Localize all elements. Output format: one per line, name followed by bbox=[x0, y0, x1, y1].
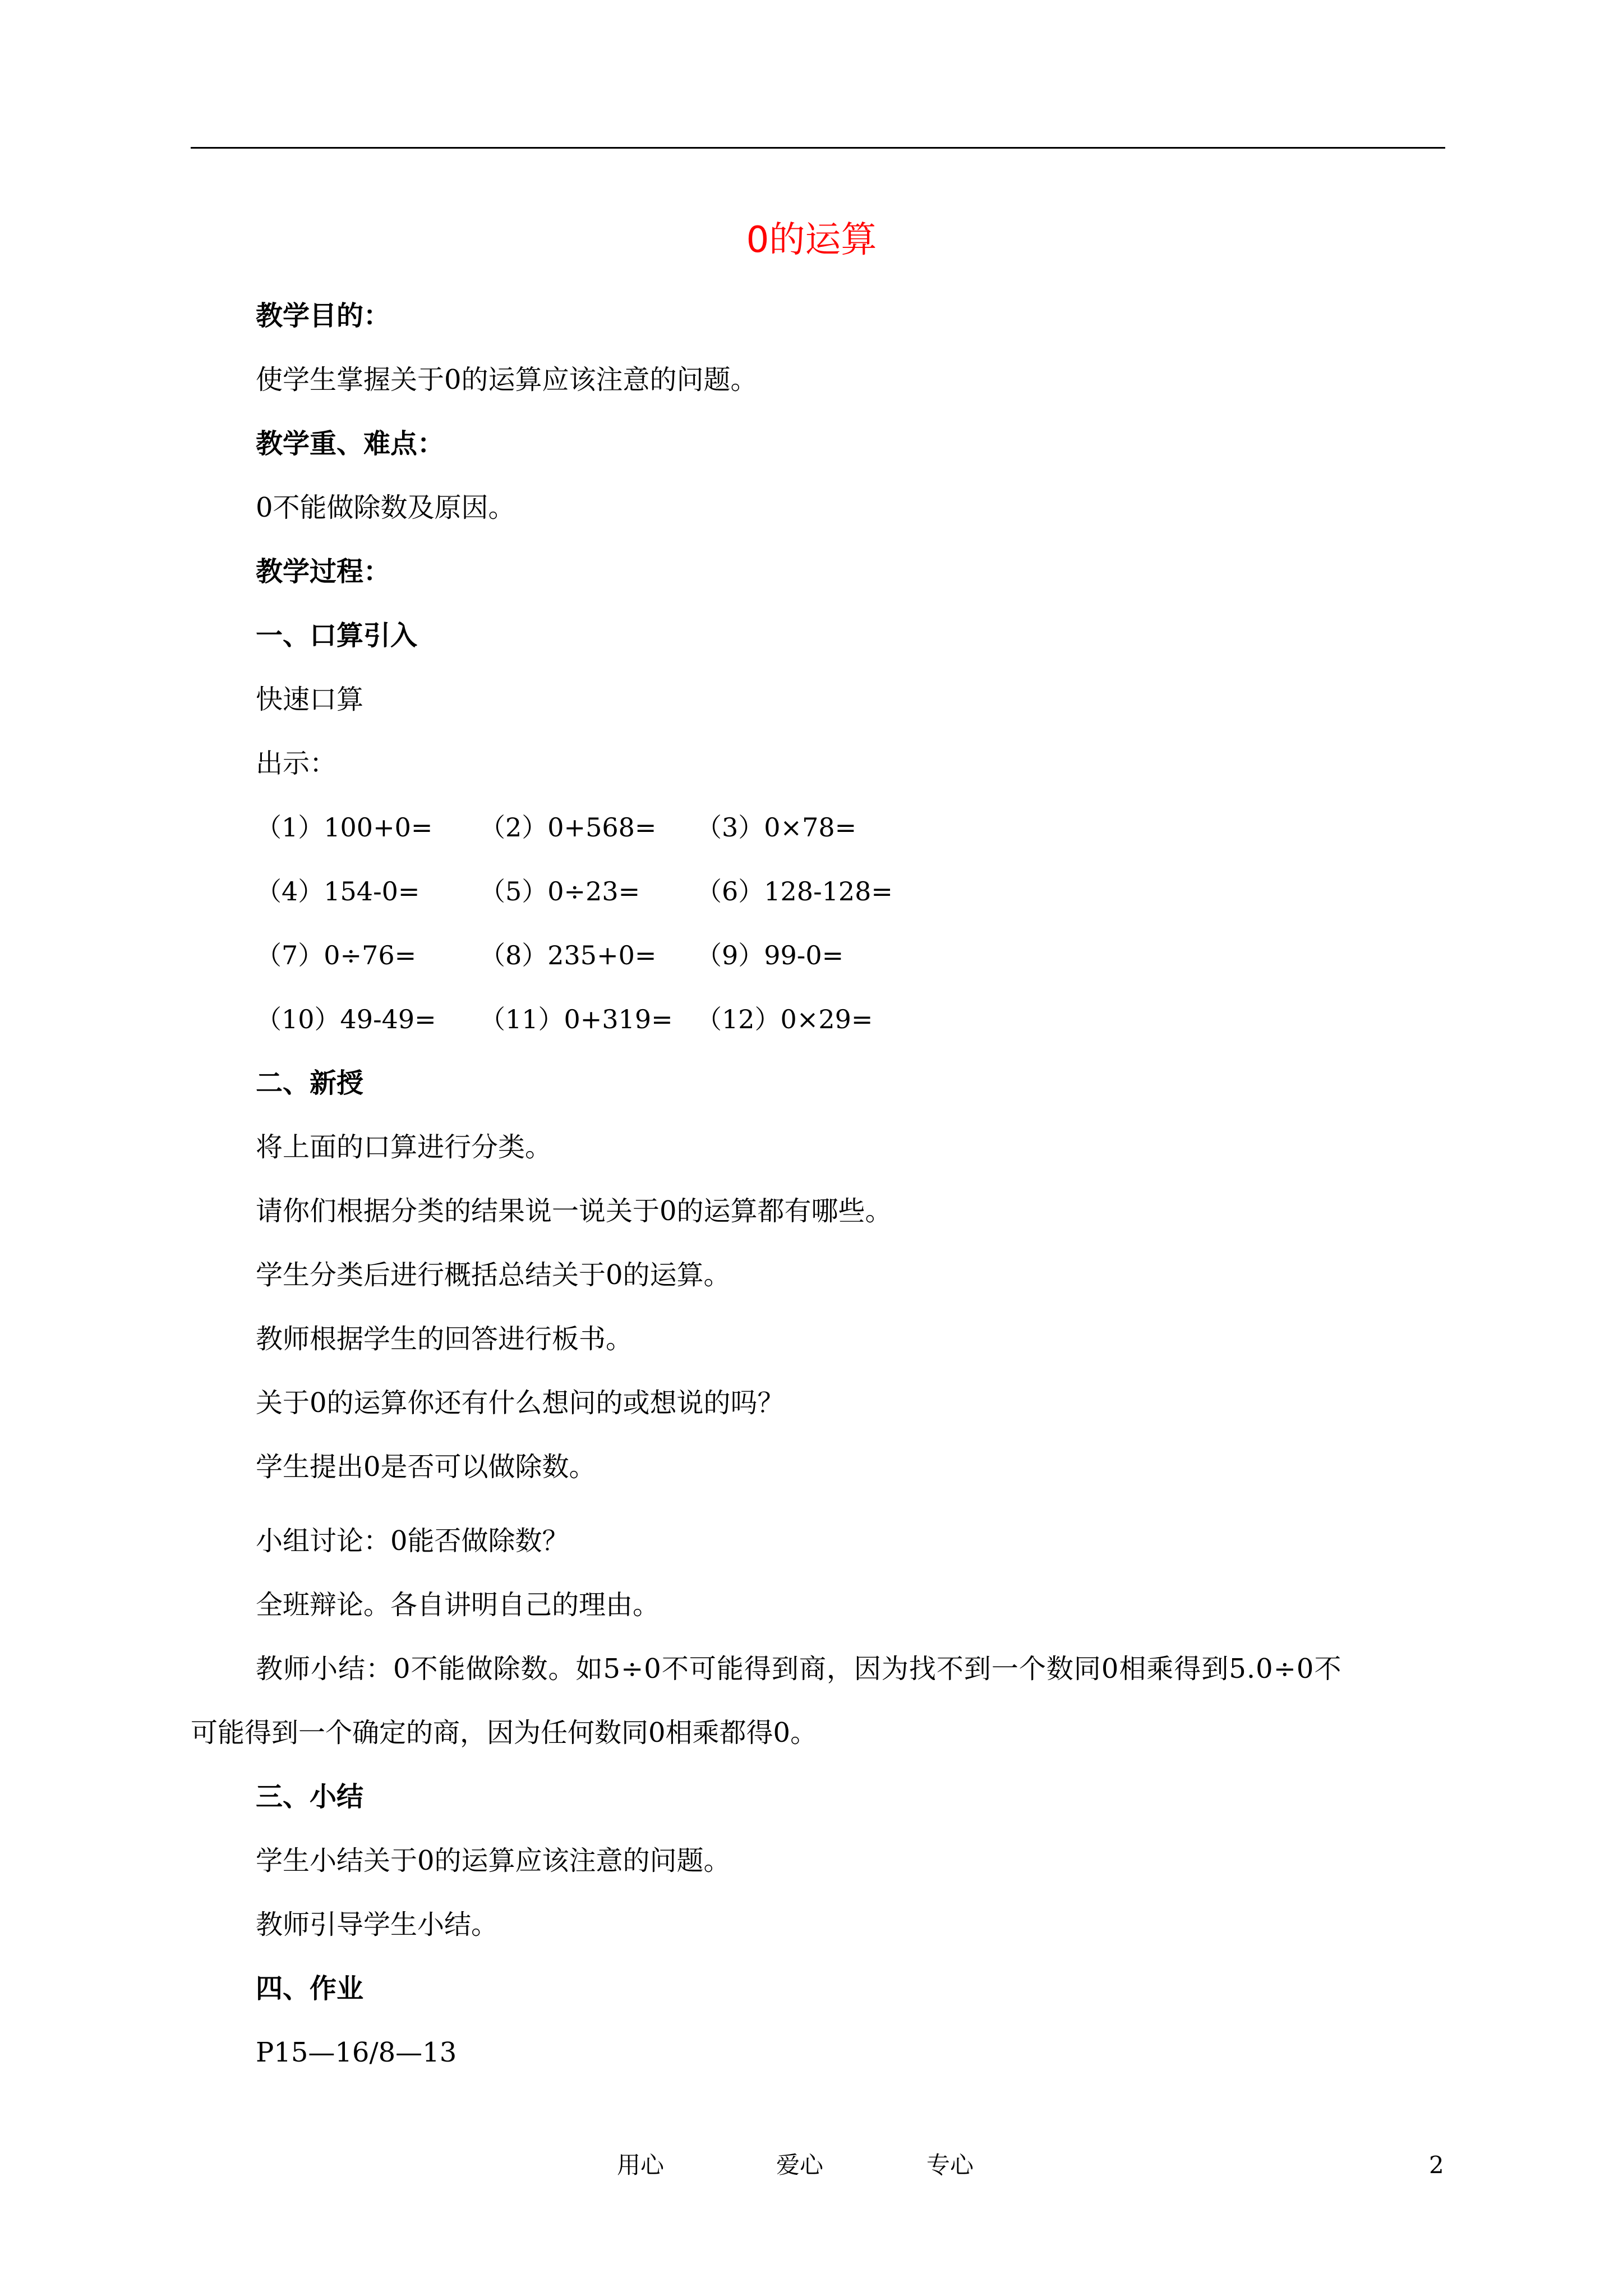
exercise-9: （9）99-0= bbox=[696, 940, 844, 970]
section2-line: 全班辩论。各自讲明自己的理由。 bbox=[256, 1589, 660, 1621]
section2-line: 将上面的口算进行分类。 bbox=[256, 1131, 552, 1163]
section2-line: 小组讨论：0能否做除数？ bbox=[256, 1525, 569, 1557]
process-heading: 教学过程： bbox=[256, 556, 391, 587]
page-title: 0的运算 bbox=[746, 219, 877, 261]
goal-heading: 教学目的： bbox=[256, 300, 391, 332]
exercise-8: （8）235+0= bbox=[479, 940, 657, 970]
section4-heading: 四、作业 bbox=[256, 1973, 364, 2004]
header-rule bbox=[191, 147, 1445, 149]
section3-line: 教师引导学生小结。 bbox=[256, 1909, 499, 1940]
section1-heading: 一、口算引入 bbox=[256, 620, 418, 651]
section3-line: 学生小结关于0的运算应该注意的问题。 bbox=[256, 1845, 731, 1876]
exercise-7: （7）0÷76= bbox=[256, 940, 417, 970]
teacher-summary-line2: 可能得到一个确定的商，因为任何数同0相乘都得0。 bbox=[191, 1717, 818, 1749]
exercise-11: （11）0+319= bbox=[479, 1004, 673, 1034]
exercise-6: （6）128-128= bbox=[696, 876, 893, 907]
exercise-3: （3）0×78= bbox=[696, 812, 857, 843]
goal-text: 使学生掌握关于0的运算应该注意的问题。 bbox=[256, 364, 758, 395]
exercise-12: （12）0×29= bbox=[696, 1004, 873, 1034]
exercise-10: （10）49-49= bbox=[256, 1004, 436, 1034]
section2-line: 学生提出0是否可以做除数。 bbox=[256, 1451, 596, 1483]
key-points-heading: 教学重、难点： bbox=[256, 428, 445, 459]
section2-line: 学生分类后进行概括总结关于0的运算。 bbox=[256, 1259, 731, 1291]
section1-line2: 出示： bbox=[256, 748, 337, 779]
section2-line: 关于0的运算你还有什么想问的或想说的吗？ bbox=[256, 1387, 785, 1419]
footer-middle: 爱心 bbox=[776, 2151, 824, 2179]
key-points-text: 0不能做除数及原因。 bbox=[256, 492, 515, 523]
section3-heading: 三、小结 bbox=[256, 1781, 364, 1812]
teacher-summary-line1: 教师小结：0不能做除数。如5÷0不可能得到商，因为找不到一个数同0相乘得到5.0÷0不 bbox=[256, 1653, 1342, 1685]
exercise-4: （4）154-0= bbox=[256, 876, 420, 907]
section1-line1: 快速口算 bbox=[256, 684, 364, 715]
page-number: 2 bbox=[1429, 2151, 1444, 2179]
footer-left: 用心 bbox=[617, 2151, 665, 2179]
section2-line: 请你们根据分类的结果说一说关于0的运算都有哪些。 bbox=[256, 1195, 892, 1227]
footer-right: 专心 bbox=[926, 2151, 974, 2179]
section2-line: 教师根据学生的回答进行板书。 bbox=[256, 1323, 633, 1355]
exercise-1: （1）100+0= bbox=[256, 812, 433, 843]
exercise-5: （5）0÷23= bbox=[479, 876, 640, 907]
section2-heading: 二、新授 bbox=[256, 1068, 364, 1099]
exercise-2: （2）0+568= bbox=[479, 812, 657, 843]
homework-text: P15—16/8—13 bbox=[256, 2037, 457, 2068]
